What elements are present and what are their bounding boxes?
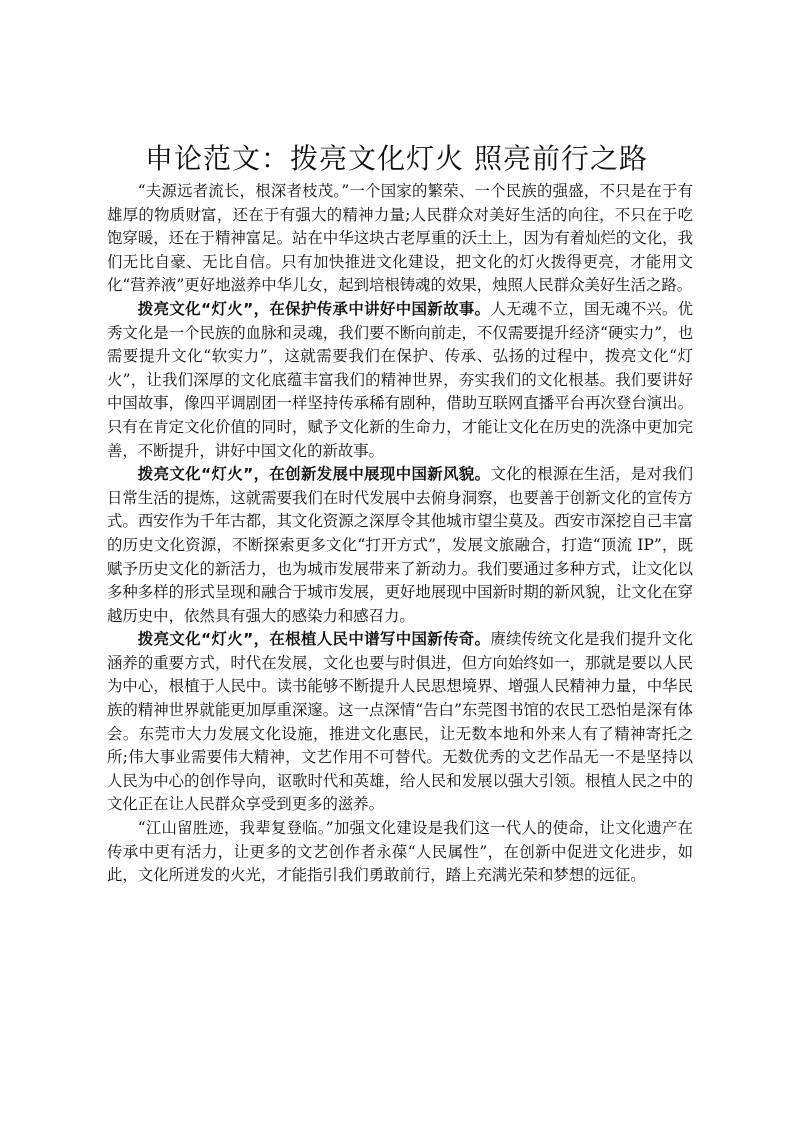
paragraph-text: “江山留胜迹，我辈复登临。”加强文化建设是我们这一代人的使命，让文化遗产在传承中更有活力，让更多的文艺创作者永葆“人民属性”，在创新中促进文化进步，如此，文化所迸发的火光，才能指引我们勇敢前行，踏上充满光荣和梦想的远征。 bbox=[107, 819, 693, 885]
paragraph-text: 文化的根源在生活，是对我们日常生活的提炼，这就需要我们在时代发展中去俯身洞察，也要善于创新文化的宣传方式。西安作为千年古都，其文化资源之深厚令其他城市望尘莫及。西安市深挖自己丰富的历史文化资源，不断探索更多文化“打开方式”，发展文旅融合，打造“顶流 IP”，既赋予历史文化的新活力，也为城市发展带来了新动力。我们要通过多种方式，让文化以多种多样的形式呈现和融合于城市发展，更好地展现中国新时期的新风貌，让文化在穿越历史中，依然具有强大的感染力和感召力。 bbox=[107, 465, 693, 625]
document-body bbox=[107, 180, 693, 888]
paragraph-lead: 拨亮文化“灯火”，在创新发展中展现中国新风貌。 bbox=[137, 465, 491, 484]
paragraph-heritage bbox=[107, 298, 693, 463]
paragraph-innovation bbox=[107, 463, 693, 628]
paragraph-lead: 拨亮文化“灯火”，在保护传承中讲好中国新故事。 bbox=[137, 299, 491, 318]
paragraph-lead: 拨亮文化“灯火”，在根植人民中谱写中国新传奇。 bbox=[137, 630, 491, 649]
paragraph-people bbox=[107, 628, 693, 817]
paragraph-text: 人无魂不立，国无魂不兴。优秀文化是一个民族的血脉和灵魂，我们要不断向前走，不仅需要提升经济“硬实力”，也需要提升文化“软实力”，这就需要我们在保护、传承、弘扬的过程中，拨亮文化“灯火”，让我们深厚的文化底蕴丰富我们的精神世界，夯实我们的文化根基。我们要讲好中国故事，像四平调剧团一样坚持传承稀有剧种，借助互联网直播平台再次登台演出。只有在肯定文化价值的同时，赋予文化新的生命力，才能让文化在历史的洗涤中更加完善，不断提升，讲好中国文化的新故事。 bbox=[107, 299, 693, 460]
paragraph-intro bbox=[107, 180, 693, 298]
paragraph-text: “夫源远者流长，根深者枝茂。”一个国家的繁荣、一个民族的强盛，不只是在于有雄厚的物质财富，还在于有强大的精神力量;人民群众对美好生活的向往，不只在于吃饱穿暖，还在于精神富足。站在中华这块古老厚重的沃土上，因为有着灿烂的文化，我们无比自豪、无比自信。只有加快推进文化建设，把文化的灯火拨得更亮，才能用文化“营养液”更好地滋养中华儿女，起到培根铸魂的效果，烛照人民群众美好生活之路。 bbox=[107, 182, 693, 295]
paragraph-conclusion bbox=[107, 817, 693, 888]
paragraph-text: 赓续传统文化是我们提升文化涵养的重要方式，时代在发展，文化也要与时俱进，但方向始终如一，那就是要以人民为中心，根植于人民中。读书能够不断提升人民思想境界、增强人民精神力量，中华民族的精神世界就能更加厚重深邃。这一点深情“告白”东莞图书馆的农民工恐怕是深有体会。东莞市大力发展文化设施，推进文化惠民，让无数本地和外来人有了精神寄托之所;伟大事业需要伟大精神，文艺作用不可替代。无数优秀的文艺作品无一不是坚持以人民为中心的创作导向，讴歌时代和英雄，给人民和发展以强大引领。根植人民之中的文化正在让人民群众享受到更多的滋养。 bbox=[107, 630, 693, 814]
document-title: 申论范文：拨亮文化灯火 照亮前行之路 bbox=[145, 142, 648, 175]
